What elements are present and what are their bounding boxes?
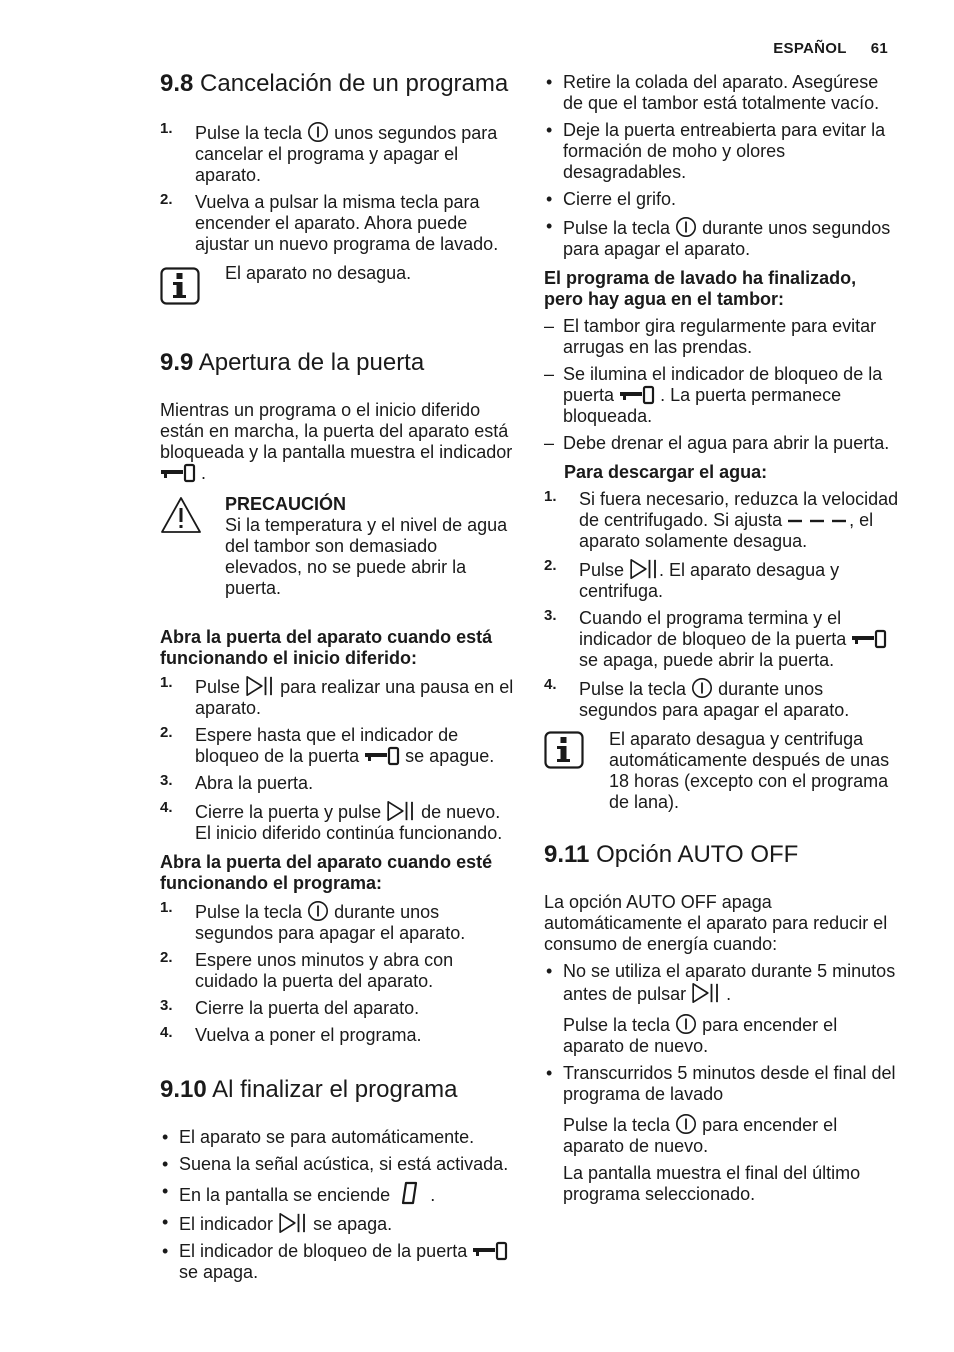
list-item: 2. Espere hasta que el indicador de bloqueo de la puerta se apague. bbox=[160, 724, 495, 766]
right-column bbox=[544, 72, 900, 1211]
no-spin-dashes-icon bbox=[787, 516, 849, 526]
running-program-steps bbox=[160, 900, 515, 1046]
list-item: – Debe drenar el agua para abrir la puerta. bbox=[544, 433, 890, 453]
list-item: 1. Pulse para realizar una pausa en el aparato. bbox=[160, 674, 514, 718]
page-header bbox=[773, 38, 888, 59]
play-pause-icon bbox=[629, 558, 659, 580]
section-9-11-title: 9.11 Opción AUTO OFF bbox=[544, 841, 799, 868]
list-item: 4. Vuelva a poner el programa. bbox=[160, 1024, 422, 1045]
warning-icon bbox=[160, 496, 202, 534]
play-pause-icon bbox=[691, 982, 721, 1004]
list-item: 2. Pulse . El aparato desagua y centrifuga. bbox=[544, 557, 840, 601]
list-item: 1. Pulse la tecla durante unos segundos para apagar el aparato. bbox=[160, 899, 466, 943]
subheading: Para descargar el agua: bbox=[564, 462, 768, 482]
paragraph: Pulse la tecla para encender el aparato de nuevo. bbox=[563, 1115, 838, 1156]
list-item: 3. Abra la puerta. bbox=[160, 772, 314, 793]
section-9-10-title: 9.10 Al finalizar el programa bbox=[160, 1076, 458, 1103]
door-lock-icon bbox=[160, 463, 196, 483]
paragraph: La opción AUTO OFF apaga automáticamente el aparato para reducir el consumo de energía cuando: bbox=[544, 892, 888, 954]
door-lock-icon bbox=[619, 385, 655, 405]
play-pause-icon bbox=[278, 1212, 308, 1234]
paragraph: La pantalla muestra el final del último programa seleccionado. bbox=[563, 1163, 861, 1204]
door-lock-icon bbox=[851, 629, 887, 649]
list-item: 3. Cierre la puerta del aparato. bbox=[160, 997, 420, 1018]
door-lock-icon bbox=[472, 1241, 508, 1261]
info-icon bbox=[544, 731, 584, 769]
power-icon bbox=[675, 1113, 697, 1135]
end-program-list bbox=[160, 1127, 515, 1283]
list-item: • No se utiliza el aparato durante 5 minutos antes de pulsar . bbox=[546, 961, 896, 1004]
caution-text: Si la temperatura y el nivel de agua del tambor son demasiado elevados, no se puede abrir la puerta. bbox=[225, 515, 508, 598]
power-icon bbox=[307, 121, 329, 143]
left-column bbox=[160, 70, 515, 1291]
after-program-list bbox=[544, 72, 900, 260]
page-number: 61 bbox=[870, 40, 888, 57]
list-item: • En la pantalla se enciende . bbox=[162, 1181, 436, 1205]
power-icon bbox=[675, 216, 697, 238]
auto-off-list bbox=[544, 961, 900, 1005]
paragraph: Mientras un programa o el inicio diferido están en marcha, la puerta del aparato está bloqueada y la pantalla muestra el indicador . bbox=[160, 400, 513, 483]
subheading: Abra la puerta del aparato cuando está funcionando el inicio diferido: bbox=[160, 627, 493, 668]
caution-note bbox=[160, 494, 515, 599]
door-lock-icon bbox=[364, 746, 400, 766]
subheading: El programa de lavado ha finalizado, pero hay agua en el tambor: bbox=[544, 268, 857, 309]
delayed-start-steps bbox=[160, 675, 515, 844]
list-item: • El indicador de bloqueo de la puerta se apaga. bbox=[160, 1241, 515, 1283]
list-item: • Retire la colada del aparato. Asegúrese de que el tambor está totalmente vacío. bbox=[546, 72, 880, 113]
list-item: – El tambor gira regularmente para evitar arrugas en las prendas. bbox=[544, 316, 877, 357]
list-item: • Transcurridos 5 minutos desde el final del programa de lavado bbox=[546, 1063, 896, 1104]
power-icon bbox=[307, 900, 329, 922]
power-icon bbox=[675, 1013, 697, 1035]
caution-title: PRECAUCIÓN bbox=[225, 494, 347, 514]
drain-steps bbox=[544, 489, 900, 721]
list-item: 2. Vuelva a pulsar la misma tecla para encender el aparato. Ahora puede ajustar un nuevo programa de lavado. bbox=[160, 191, 499, 254]
section-9-8-title: 9.8 Cancelación de un programa bbox=[160, 70, 509, 97]
list-item: 3. Cuando el programa termina y el indicador de bloqueo de la puerta se apaga, puede abrir la puerta. bbox=[544, 608, 900, 671]
info-note: El aparato no desagua. bbox=[160, 263, 515, 309]
list-item: • El indicador se apaga. bbox=[162, 1212, 393, 1234]
info-note: El aparato desagua y centrifuga automáticamente después de unas 18 horas (excepto con el programa de lana). bbox=[544, 729, 900, 813]
play-pause-icon bbox=[245, 675, 275, 697]
power-icon bbox=[691, 677, 713, 699]
info-icon bbox=[160, 267, 200, 305]
list-item: 2. Espere unos minutos y abra con cuidado la puerta del aparato. bbox=[160, 949, 454, 991]
subheading: Abra la puerta del aparato cuando esté funcionando el programa: bbox=[160, 852, 493, 893]
list-item: • Deje la puerta entreabierta para evitar la formación de moho y olores desagradables. bbox=[546, 120, 886, 182]
paragraph: Pulse la tecla para encender el aparato de nuevo. bbox=[563, 1015, 838, 1056]
list-item: • Pulse la tecla durante unos segundos para apagar el aparato. bbox=[546, 216, 891, 259]
list-item: 1. Si fuera necesario, reduzca la velocidad de centrifugado. Si ajusta , el aparato solamente desagua. bbox=[544, 488, 899, 551]
section-9-9-title: 9.9 Apertura de la puerta bbox=[160, 349, 425, 376]
list-item: • El aparato se para automáticamente. bbox=[162, 1127, 475, 1147]
header-language: ESPAÑOL bbox=[773, 40, 847, 57]
list-item: 1. Pulse la tecla unos segundos para cancelar el programa y apagar el aparato. bbox=[160, 120, 498, 185]
display-digit-icon bbox=[401, 1181, 419, 1205]
play-pause-icon bbox=[386, 800, 416, 822]
list-item: • Suena la señal acústica, si está activada. bbox=[162, 1154, 509, 1174]
list-item: – Se ilumina el indicador de bloqueo de la puerta . La puerta permanece bloqueada. bbox=[544, 364, 883, 426]
list-item: 4. Pulse la tecla durante unos segundos para apagar el aparato. bbox=[544, 676, 850, 720]
water-in-drum-list bbox=[544, 316, 900, 454]
list-item: 4. Cierre la puerta y pulse de nuevo. El inicio diferido continúa funcionando. bbox=[160, 799, 503, 843]
cancel-steps bbox=[160, 121, 515, 255]
list-item: • Cierre el grifo. bbox=[546, 189, 677, 209]
auto-off-list bbox=[544, 1063, 900, 1105]
